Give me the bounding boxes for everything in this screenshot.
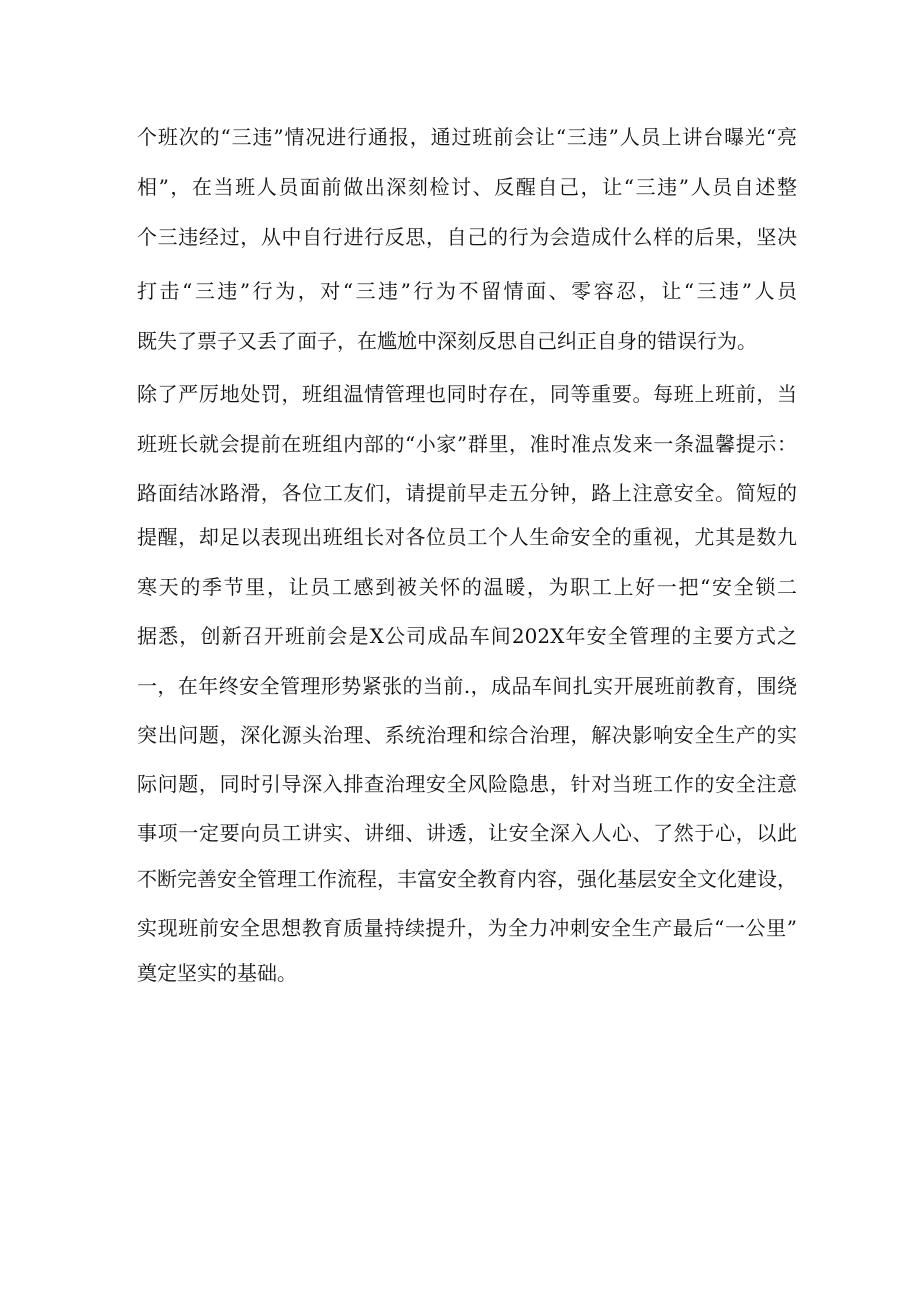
paragraph-line: 寒天的季节里，让员工感到被关怀的温暖，为职工上好一把“安全锁二: [137, 575, 797, 599]
paragraph-line: 个班次的“三违”情况进行通报，通过班前会让“三违”人员上讲台曝光“亮: [137, 125, 797, 149]
paragraph-line: 相”，在当班人员面前做出深刻检讨、反醒自己，让“三违”人员自述整: [137, 175, 797, 199]
paragraph-line: 际问题，同时引导深入排查治理安全风险隐患，针对当班工作的安全注意: [137, 772, 797, 796]
paragraph-line: 据悉，创新召开班前会是X公司成品车间202X年安全管理的主要方式之: [137, 624, 797, 648]
paragraph-line: 个三违经过，从中自行进行反思，自己的行为会造成什么样的后果，坚决: [137, 225, 797, 249]
paragraph-line: 既失了票子又丢了面子，在尴尬中深刻反思自己纠正自身的错误行为。: [137, 329, 757, 353]
paragraph-line: 一，在年终安全管理形势紧张的当前.，成品车间扎实开展班前教育，围绕: [137, 674, 797, 698]
paragraph-line: 实现班前安全思想教育质量持续提升，为全力冲刺安全生产最后“一公里”: [137, 916, 797, 940]
paragraph-line: 提醒，却足以表现出班组长对各位员工个人生命安全的重视，尤其是数九: [137, 525, 797, 549]
paragraph-line: 路面结冰路滑，各位工友们，请提前早走五分钟，路上注意安全。简短的: [137, 481, 797, 505]
paragraph-line: 奠定坚实的基础。: [137, 961, 297, 985]
paragraph-line: 突出问题，深化源头治理、系统治理和综合治理，解决影响安全生产的实: [137, 723, 797, 747]
paragraph-line: 班班长就会提前在班组内部的“小家”群里，准时准点发来一条温馨提示：: [137, 432, 797, 456]
paragraph-line: 不断完善安全管理工作流程，丰富安全教育内容，强化基层安全文化建设，: [137, 867, 797, 891]
paragraph-line: 打击“三违”行为，对“三违”行为不留情面、零容忍，让“三违”人员: [137, 279, 797, 303]
paragraph-line: 事项一定要向员工讲实、讲细、讲透，让安全深入人心、了然于心，以此: [137, 821, 797, 845]
paragraph-line: 除了严厉地处罚，班组温情管理也同时存在，同等重要。每班上班前，当: [137, 382, 797, 406]
